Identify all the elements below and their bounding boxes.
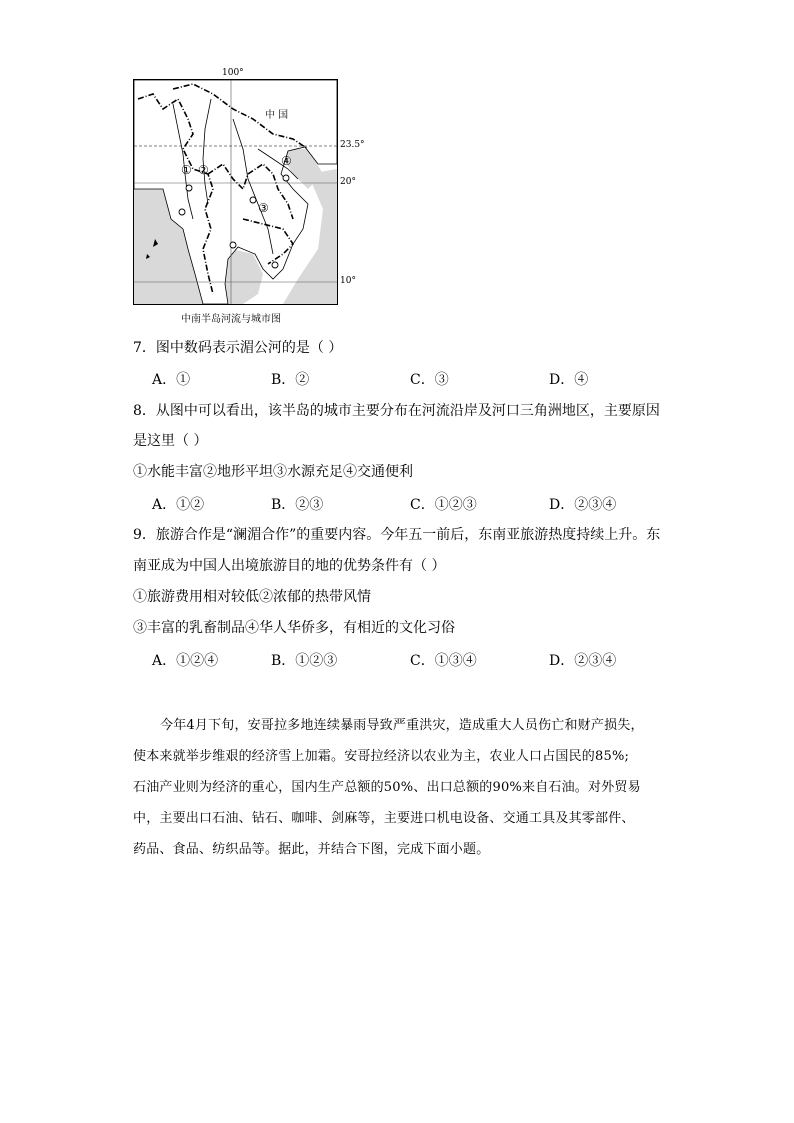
question-8-choices: ①水能丰富②地形平坦③水源充足④交通便利 <box>133 464 413 480</box>
latitude-label: 10° <box>340 276 356 286</box>
latitude-label: 20° <box>340 177 356 187</box>
passage-line-5: 药品、食品、纺织品等。据此，并结合下图，完成下面小题。 <box>133 842 490 857</box>
q8-option-b[interactable]: B．②③ <box>271 497 324 513</box>
passage-line-1: 今年4月下旬，安哥拉多地连续暴雨导致严重洪灾，造成重大人员伤亡和财产损失， <box>160 718 644 733</box>
q8-option-c[interactable]: C．①②③ <box>410 497 477 513</box>
q9-option-a[interactable]: A．①②④ <box>152 653 219 669</box>
passage-line-2: 使本来就举步维艰的经济雪上加霜。安哥拉经济以农业为主，农业人口占国民的85%; <box>133 749 630 764</box>
question-9-line2: 南亚成为中国人出境旅游目的地的优势条件有（ ） <box>133 558 446 574</box>
marker-2: ② <box>198 163 209 177</box>
q8-option-d[interactable]: D．②③④ <box>549 497 617 513</box>
question-9-choices-2: ③丰富的乳畜制品④华人华侨多，有相近的文化习俗 <box>133 620 455 636</box>
question-8-line2: 是这里（ ） <box>133 433 208 449</box>
q9-option-c[interactable]: C．①③④ <box>410 653 477 669</box>
city-marker <box>250 197 256 203</box>
city-marker <box>179 209 185 215</box>
marker-3: ③ <box>258 201 269 215</box>
marker-4: ④ <box>281 154 292 168</box>
city-marker <box>186 185 192 191</box>
q8-option-a[interactable]: A．①② <box>152 497 205 513</box>
city-marker <box>283 175 289 181</box>
question-8-line1: 8．从图中可以看出，该半岛的城市主要分布在河流沿岸及河口三角洲地区，主要原因 <box>133 403 660 419</box>
city-marker <box>230 242 236 248</box>
q9-option-d[interactable]: D．②③④ <box>549 653 617 669</box>
q7-option-c[interactable]: C．③ <box>410 372 449 388</box>
q7-option-b[interactable]: B．② <box>271 372 310 388</box>
latitude-label: 23.5° <box>340 140 365 150</box>
map-svg <box>133 79 338 305</box>
question-7: 7．图中数码表示湄公河的是（ ） <box>133 340 343 356</box>
q7-option-a[interactable]: A．① <box>152 372 191 388</box>
question-9-choices-1: ①旅游费用相对较低②浓郁的热带风情 <box>133 589 371 605</box>
marker-1: ① <box>181 163 192 177</box>
passage-line-3: 石油产业则为经济的重心，国内生产总额的50%、出口总额的90%来自石油。对外贸易 <box>133 780 641 795</box>
china-label: 中 国 <box>265 110 289 121</box>
city-marker <box>272 262 278 268</box>
q9-option-b[interactable]: B．①②③ <box>271 653 338 669</box>
indochina-map <box>133 68 365 305</box>
longitude-label: 100° <box>222 68 244 78</box>
q7-option-d[interactable]: D．④ <box>549 372 589 388</box>
passage-line-4: 中，主要出口石油、钻石、咖啡、剑麻等，主要进口机电设备、交通工具及其零部件、 <box>133 811 635 826</box>
map-caption: 中南半岛河流与城市图 <box>181 314 281 325</box>
question-9-line1: 9．旅游合作是“澜湄合作”的重要内容。今年五一前后，东南亚旅游热度持续上升。东 <box>133 527 661 543</box>
